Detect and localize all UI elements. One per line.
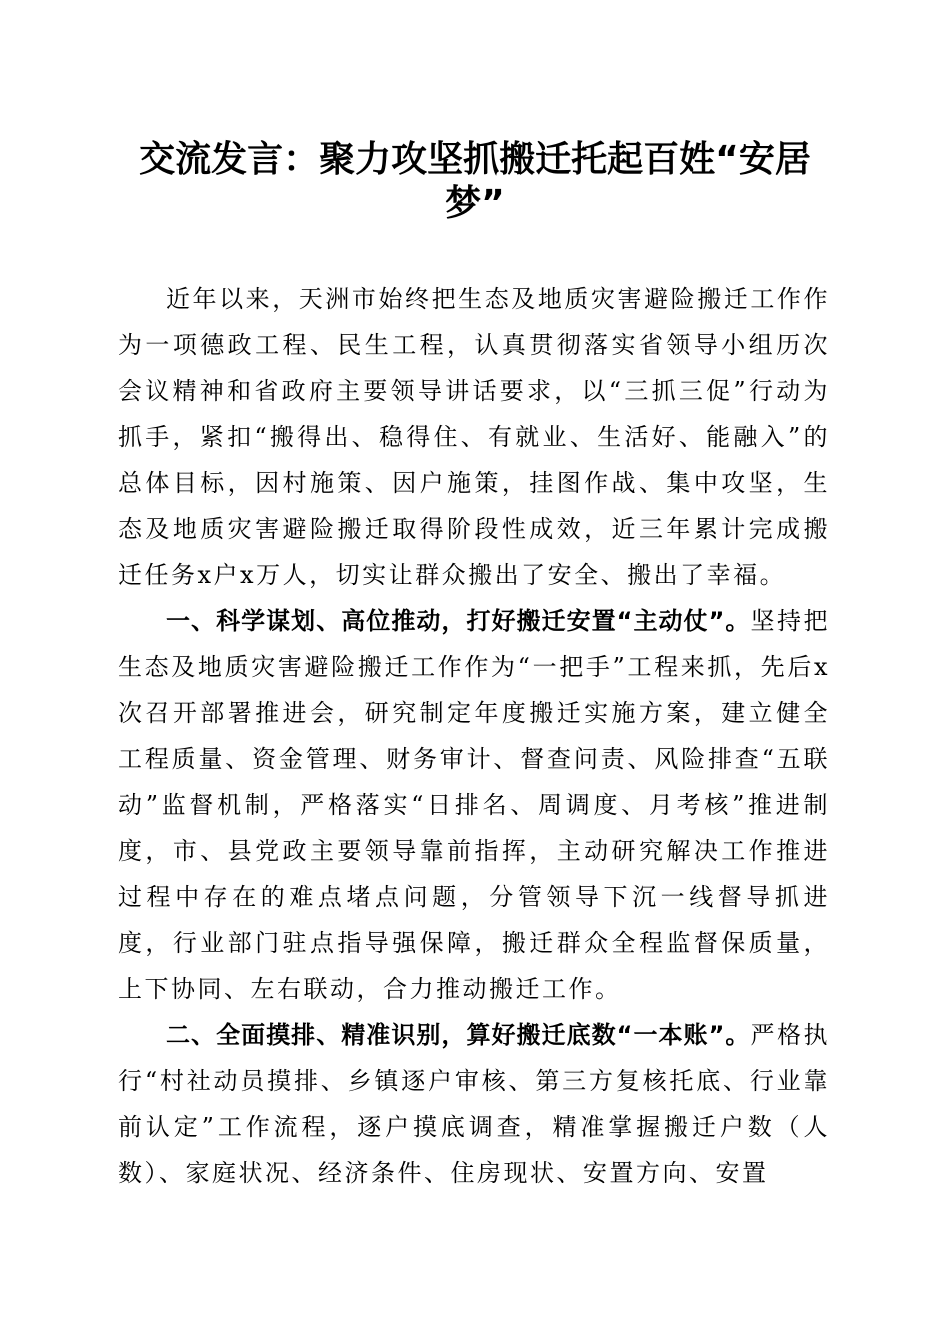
paragraph-intro	[118, 276, 830, 598]
document-body	[118, 276, 830, 1196]
paragraph-intro-text: 近年以来，天洲市始终把生态及地质灾害避险搬迁工作作为一项德政工程、民生工程，认真贯彻落实省领导小组历次会议精神和省政府主要领导讲话要求，以“三抓三促”行动为抓手，紧扣“搬得出、稳得住、有就业、生活好、能融入”的总体目标，因村施策、因户施策，挂图作战、集中攻坚，生态及地质灾害避险搬迁取得阶段性成效，近三年累计完成搬迁任务x户x万人，切实让群众搬出了安全、搬出了幸福。	[118, 285, 830, 589]
document-title: 交流发言：聚力攻坚抓搬迁托起百姓“安居梦”	[139, 139, 811, 224]
paragraph-section-1-heading: 一、科学谋划、高位推动，打好搬迁安置“主动仗”。	[166, 607, 751, 635]
paragraph-section-1	[118, 598, 830, 1012]
paragraph-section-2	[118, 1012, 830, 1196]
paragraph-section-2-heading: 二、全面摸排、精准识别，算好搬迁底数“一本账”。	[166, 1021, 751, 1049]
paragraph-section-1-text: 坚持把生态及地质灾害避险搬迁工作作为“一把手”工程来抓，先后x次召开部署推进会，研究制定年度搬迁实施方案，建立健全工程质量、资金管理、财务审计、督查问责、风险排查“五联动”监督机制，严格落实“日排名、周调度、月考核”推进制度，市、县党政主要领导靠前指挥，主动研究解决工作推进过程中存在的难点堵点问题，分管领导下沉一线督导抓进度，行业部门驻点指导强保障，搬迁群众全程监督保质量，上下协同、左右联动，合力推动搬迁工作。	[118, 607, 831, 1003]
paragraph-section-2-text: 严格执行“村社动员摸排、乡镇逐户审核、第三方复核托底、行业靠前认定”工作流程，逐户摸底调查，精准掌握搬迁户数（人数）、家庭状况、经济条件、住房现状、安置方向、安置	[118, 1021, 831, 1187]
